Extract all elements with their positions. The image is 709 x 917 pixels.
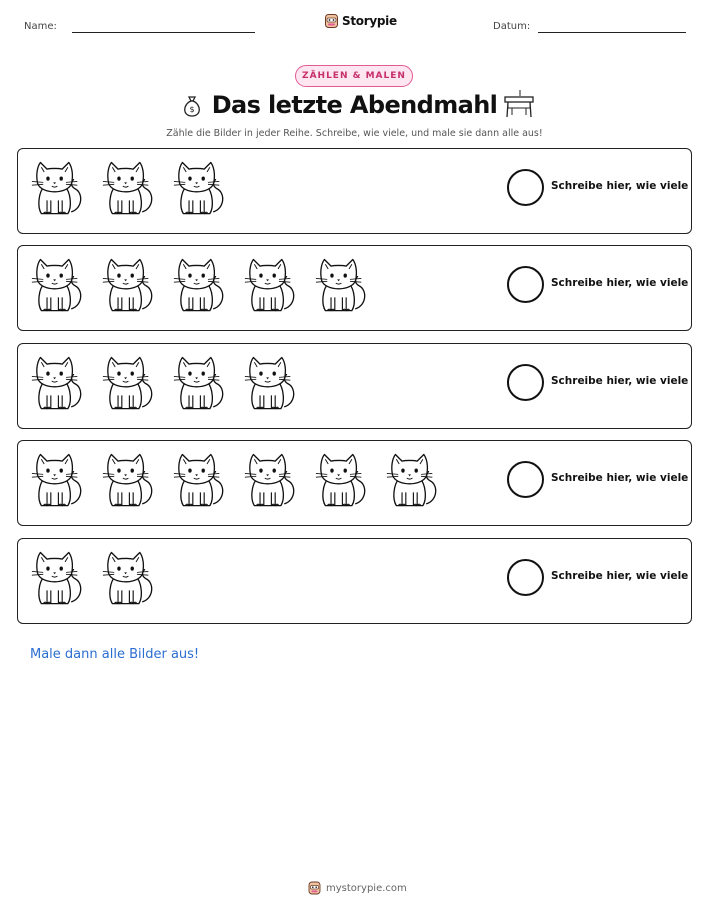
cat-group	[30, 254, 367, 318]
cat-group	[30, 547, 154, 611]
answer-circle[interactable]	[507, 266, 544, 303]
answer-label: Schreibe hier, wie viele	[551, 472, 689, 484]
answer-label: Schreibe hier, wie viele	[551, 277, 689, 289]
answer-label: Schreibe hier, wie viele	[551, 180, 689, 192]
answer-label: Schreibe hier, wie viele	[551, 570, 689, 582]
cat-icon	[101, 352, 154, 416]
storypie-mascot-icon	[308, 881, 321, 896]
name-line[interactable]	[72, 32, 255, 33]
counting-row	[17, 440, 692, 526]
date-line[interactable]	[538, 32, 686, 33]
table-icon	[502, 89, 536, 119]
site-url: mystorypie.com	[326, 883, 407, 894]
cat-icon	[172, 449, 225, 513]
brand-name: Storypie	[342, 14, 397, 28]
cat-icon	[30, 352, 83, 416]
cat-icon	[243, 254, 296, 318]
site-footer	[308, 881, 407, 896]
cat-icon	[172, 254, 225, 318]
cat-icon	[30, 449, 83, 513]
cat-group	[30, 449, 438, 513]
instructions: Zähle die Bilder in jeder Reihe. Schreibe, wie viele, und male sie dann alle aus!	[166, 128, 543, 139]
counting-row	[17, 245, 692, 331]
brand-logo	[324, 13, 397, 29]
cat-icon	[314, 449, 367, 513]
cat-icon	[385, 449, 438, 513]
cat-icon	[172, 157, 225, 221]
name-label: Name:	[24, 21, 57, 32]
cat-icon	[101, 157, 154, 221]
counting-row	[17, 538, 692, 624]
storypie-mascot-icon	[324, 13, 339, 29]
answer-circle[interactable]	[507, 559, 544, 596]
cat-icon	[30, 254, 83, 318]
cat-icon	[101, 547, 154, 611]
counting-row	[17, 148, 692, 234]
cat-icon	[30, 547, 83, 611]
answer-circle[interactable]	[507, 169, 544, 206]
cat-icon	[172, 352, 225, 416]
counting-row	[17, 343, 692, 429]
page-title: Das letzte Abendmahl	[211, 91, 498, 119]
answer-circle[interactable]	[507, 461, 544, 498]
cat-icon	[314, 254, 367, 318]
category-badge: ZÄHLEN & MALEN	[295, 65, 413, 87]
cat-icon	[30, 157, 83, 221]
coloring-note: Male dann alle Bilder aus!	[30, 647, 200, 662]
cat-group	[30, 157, 225, 221]
cat-icon	[243, 352, 296, 416]
cat-icon	[243, 449, 296, 513]
svg-text:$: $	[189, 105, 195, 114]
date-label: Datum:	[493, 21, 531, 32]
cat-icon	[101, 254, 154, 318]
cat-icon	[101, 449, 154, 513]
cat-group	[30, 352, 296, 416]
answer-circle[interactable]	[507, 364, 544, 401]
answer-label: Schreibe hier, wie viele	[551, 375, 689, 387]
